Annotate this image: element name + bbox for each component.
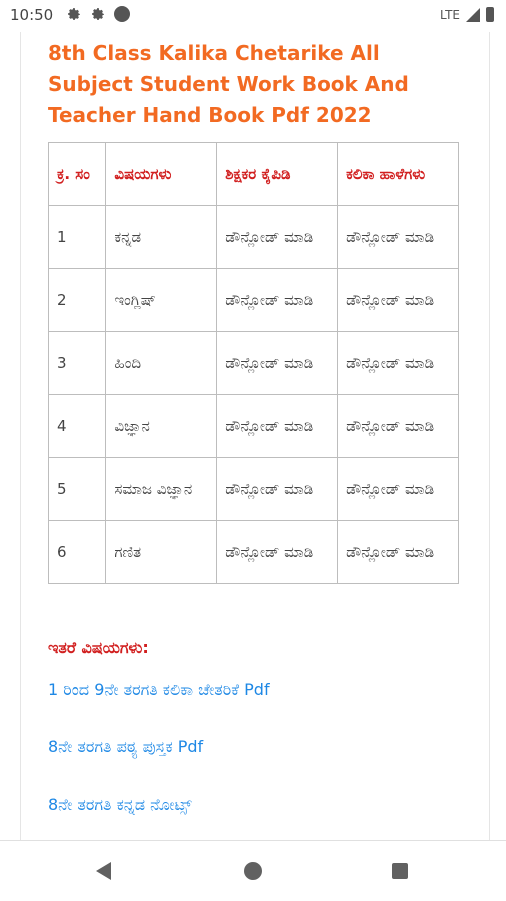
related-link-kalika-1-9[interactable]: 1 ರಿಂದ 9ನೇ ತರಗತಿ ಕಲಿಕಾ ಚೇತರಿಕೆ Pdf	[48, 680, 270, 699]
content-border-right	[489, 32, 490, 840]
subject-cell: ಸಮಾಜ ವಿಜ್ಞಾನ	[106, 458, 217, 521]
header-serial: ಕ್ರ. ಸಂ	[49, 143, 106, 206]
subjects-table	[48, 142, 459, 584]
table-row	[49, 332, 459, 395]
related-link-textbook[interactable]: 8ನೇ ತರಗತಿ ಪಠ್ಯ ಪುಸ್ತಕ Pdf	[48, 737, 204, 756]
related-link-kannada-notes[interactable]: 8ನೇ ತರಗತಿ ಕನ್ನಡ ನೋಟ್ಸ್	[48, 795, 192, 814]
serial-cell: 3	[49, 332, 106, 395]
network-label: LTE	[440, 7, 460, 22]
serial-cell: 5	[49, 458, 106, 521]
teacher-download-link[interactable]: ಡೌನ್ಲೋಡ್ ಮಾಡಿ	[217, 521, 338, 584]
status-icons-left	[66, 6, 130, 22]
subject-cell: ಗಣಿತ	[106, 521, 217, 584]
gear-icon	[90, 6, 106, 22]
kalika-download-link[interactable]: ಡೌನ್ಲೋಡ್ ಮಾಡಿ	[338, 521, 459, 584]
content-border-left	[20, 32, 21, 840]
page-content[interactable]	[0, 32, 506, 840]
article-title: 8th Class Kalika Chetarike All Subject Student Work Book And Teacher Hand Book Pdf 2022	[48, 41, 409, 127]
kalika-download-link[interactable]: ಡೌನ್ಲೋಡ್ ಮಾಡಿ	[338, 269, 459, 332]
table-header-row	[49, 143, 459, 206]
status-right	[440, 7, 494, 22]
teacher-download-link[interactable]: ಡೌನ್ಲೋಡ್ ಮಾಡಿ	[217, 269, 338, 332]
serial-cell: 6	[49, 521, 106, 584]
battery-icon	[486, 7, 494, 22]
signal-icon	[466, 8, 480, 22]
gear-icon	[66, 6, 82, 22]
table-row	[49, 269, 459, 332]
teacher-download-link[interactable]: ಡೌನ್ಲೋಡ್ ಮಾಡಿ	[217, 395, 338, 458]
status-time: 10:50	[10, 6, 54, 24]
kalika-download-link[interactable]: ಡೌನ್ಲೋಡ್ ಮಾಡಿ	[338, 395, 459, 458]
teacher-download-link[interactable]: ಡೌನ್ಲೋಡ್ ಮಾಡಿ	[217, 206, 338, 269]
table-row	[49, 458, 459, 521]
header-subjects: ವಿಷಯಗಳು	[106, 143, 217, 206]
subject-cell: ಇಂಗ್ಲಿಷ್	[106, 269, 217, 332]
kalika-download-link[interactable]: ಡೌನ್ಲೋಡ್ ಮಾಡಿ	[338, 332, 459, 395]
subject-cell: ಕನ್ನಡ	[106, 206, 217, 269]
serial-cell: 4	[49, 395, 106, 458]
recents-square-icon[interactable]	[392, 863, 408, 879]
header-kalika-sheets: ಕಲಿಕಾ ಹಾಳೆಗಳು	[338, 143, 459, 206]
table-row	[49, 521, 459, 584]
status-bar	[0, 0, 506, 32]
notification-dot-icon	[114, 6, 130, 22]
kalika-download-link[interactable]: ಡೌನ್ಲೋಡ್ ಮಾಡಿ	[338, 458, 459, 521]
header-teacher-handbook: ಶಿಕ್ಷಕರ ಕೈಪಿಡಿ	[217, 143, 338, 206]
teacher-download-link[interactable]: ಡೌನ್ಲೋಡ್ ಮಾಡಿ	[217, 458, 338, 521]
navigation-bar	[0, 840, 506, 901]
table-row	[49, 395, 459, 458]
serial-cell: 1	[49, 206, 106, 269]
serial-cell: 2	[49, 269, 106, 332]
teacher-download-link[interactable]: ಡೌನ್ಲೋಡ್ ಮಾಡಿ	[217, 332, 338, 395]
back-triangle-icon[interactable]	[96, 862, 111, 880]
home-circle-icon[interactable]	[244, 862, 262, 880]
subject-cell: ವಿಜ್ಞಾನ	[106, 395, 217, 458]
other-subjects-heading: ಇತರೆ ವಿಷಯಗಳು:	[48, 638, 149, 657]
table-row	[49, 206, 459, 269]
kalika-download-link[interactable]: ಡೌನ್ಲೋಡ್ ಮಾಡಿ	[338, 206, 459, 269]
subject-cell: ಹಿಂದಿ	[106, 332, 217, 395]
